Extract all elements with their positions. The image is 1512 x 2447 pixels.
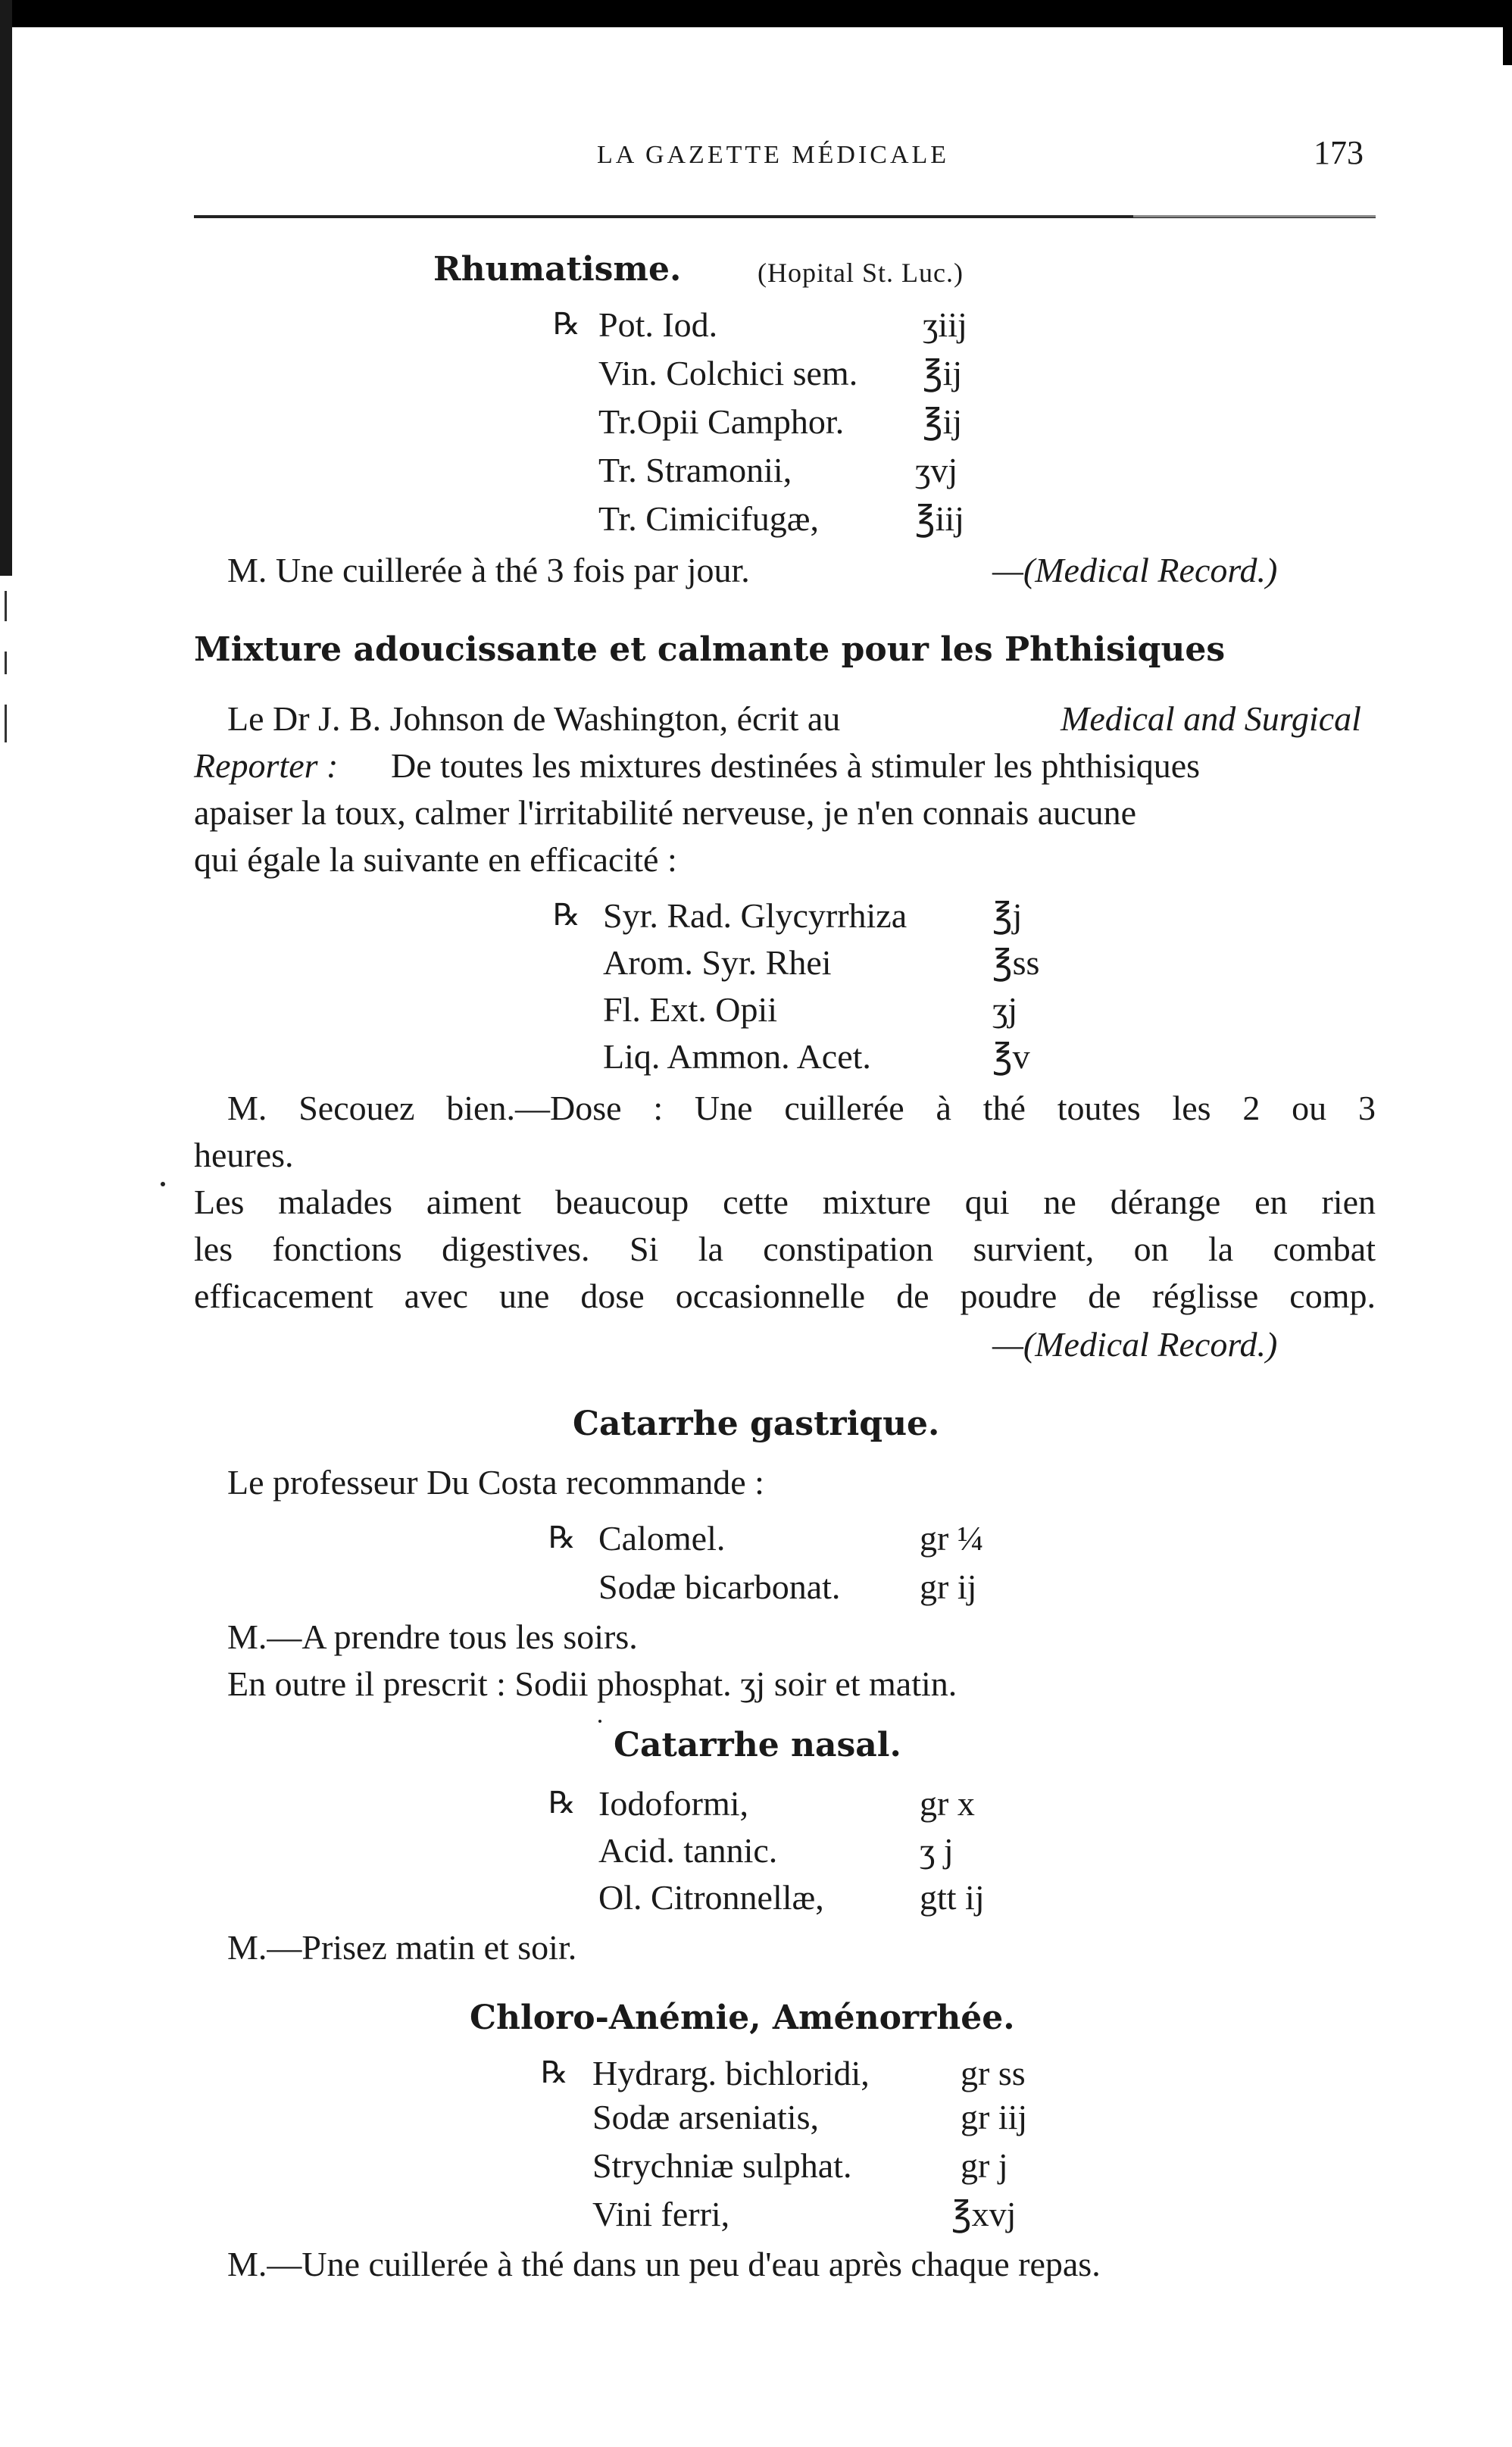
rx-drug: Tr.Opii Camphor. [598, 402, 845, 441]
rx-symbol: ℞ [541, 2055, 568, 2090]
rx-symbol: ℞ [553, 898, 580, 933]
scan-dot [161, 1182, 165, 1186]
rx-symbol: ℞ [548, 1520, 576, 1555]
page-number: 173 [1314, 134, 1364, 171]
rx-dose: ℥j [992, 896, 1023, 935]
rhumatisme-directions: M. Une cuillerée à thé 3 fois par jour. [227, 551, 750, 589]
citation: —(Medical Record.) [992, 551, 1278, 589]
rx-dose: ʒvj [915, 451, 958, 489]
paragraph-line: Le Dr J. B. Johnson de Washington, écrit au [227, 699, 841, 738]
scan-border-right [1503, 0, 1512, 65]
rx-dose: ʒ j [920, 1831, 954, 1870]
rx-drug: Pot. Iod. [598, 305, 718, 344]
section-heading-rhumatisme: Rhumatisme. [433, 250, 682, 289]
rx-drug: Ol. Citronnellæ, [598, 1878, 824, 1917]
rx-drug: Arom. Syr. Rhei [603, 943, 832, 982]
paragraph-line: Les malades aiment beaucoup cette mixture qui ne dérange en rien [194, 1183, 1376, 1221]
scan-speck [5, 591, 7, 621]
citation: —(Medical Record.) [992, 1325, 1278, 1364]
intro-line: Le professeur Du Costa recommande : [227, 1463, 764, 1502]
rx-drug: Tr. Stramonii, [598, 451, 792, 489]
running-head [0, 133, 1512, 179]
rx-dose: gr x [920, 1784, 975, 1823]
rx-drug: Strychniæ sulphat. [592, 2146, 852, 2185]
scan-speck [5, 652, 7, 674]
section-heading-chloro: Chloro-Anémie, Aménorrhée. [470, 1999, 1015, 2037]
journal-reference: Medical and Surgical [1061, 699, 1361, 738]
journal-reference: Reporter : [194, 746, 339, 785]
rx-symbol: ℞ [548, 1786, 576, 1820]
paragraph-line: De toutes les mixtures destinées à stimuler les phthisiques [391, 746, 1201, 785]
rx-dose: ʒiij [923, 305, 967, 344]
dose-line: heures. [194, 1136, 294, 1174]
rx-drug: Tr. Cimicifugæ, [598, 499, 819, 538]
rx-dose: ℥ij [923, 354, 963, 392]
rx-drug: Liq. Ammon. Acet. [603, 1037, 871, 1076]
rx-drug: Fl. Ext. Opii [603, 990, 778, 1029]
paragraph-line: efficacement avec une dose occasionnelle de poudre de réglisse comp. [194, 1277, 1376, 1315]
chloro-directions: M.—Une cuillerée à thé dans un peu d'eau après chaque repas. [227, 2245, 1101, 2283]
rx-drug: Iodoformi, [598, 1784, 749, 1823]
rx-dose: gr ¼ [920, 1519, 984, 1558]
rx-dose: ℥ij [923, 402, 963, 441]
rx-drug: Calomel. [598, 1519, 726, 1558]
rx-dose: gr ss [961, 2054, 1026, 2092]
header-rule [194, 215, 1376, 218]
paragraph-line: les fonctions digestives. Si la constipation survient, on la combat [194, 1230, 1376, 1268]
scan-border-top-inner [0, 18, 1512, 65]
rx-dose: ℥v [992, 1037, 1030, 1076]
rx-dose: ℥xvj [951, 2195, 1017, 2233]
nasal-directions: M.—Prisez matin et soir. [227, 1928, 577, 1967]
rx-dose: gr ij [920, 1567, 977, 1606]
rx-dose: gr j [961, 2146, 1008, 2185]
scan-border-top [0, 0, 1512, 18]
gastrique-extra: En outre il prescrit : Sodii phosphat. ʒj soir et matin. [227, 1664, 957, 1703]
dose-line: M. Secouez bien.—Dose : Une cuillerée à thé toutes les 2 ou 3 [227, 1089, 1376, 1127]
section-heading-gastrique: Catarrhe gastrique. [573, 1405, 940, 1443]
section-heading-mixture: Mixture adoucissante et calmante pour les Phthisiques [194, 630, 1226, 669]
scan-border-left [0, 0, 12, 576]
rx-drug: Sodæ arseniatis, [592, 2098, 819, 2136]
rx-dose: ℥ss [992, 943, 1040, 982]
scan-dot [598, 1720, 601, 1723]
paragraph-line: qui égale la suivante en efficacité : [194, 840, 677, 879]
journal-title: LA GAZETTE MÉDICALE [597, 141, 950, 169]
rx-drug: Syr. Rad. Glycyrrhiza [603, 896, 908, 935]
rx-dose: gr iij [961, 2098, 1028, 2136]
rx-symbol: ℞ [553, 307, 580, 342]
rx-drug: Hydrarg. bichloridi, [592, 2054, 870, 2092]
paragraph-line: apaiser la toux, calmer l'irritabilité nerveuse, je n'en connais aucune [194, 793, 1136, 832]
rhumatisme-source: (Hopital St. Luc.) [758, 258, 964, 288]
rx-drug: Sodæ bicarbonat. [598, 1567, 841, 1606]
rx-dose: ʒj [992, 990, 1018, 1029]
gastrique-directions: M.—A prendre tous les soirs. [227, 1617, 638, 1656]
rx-dose: gtt ij [920, 1878, 985, 1917]
section-heading-nasal: Catarrhe nasal. [614, 1726, 901, 1764]
rx-drug: Vini ferri, [592, 2195, 730, 2233]
rx-drug: Acid. tannic. [598, 1831, 778, 1870]
rx-drug: Vin. Colchici sem. [598, 354, 858, 392]
scan-speck [5, 705, 7, 742]
rx-dose: ℥iij [915, 499, 964, 538]
